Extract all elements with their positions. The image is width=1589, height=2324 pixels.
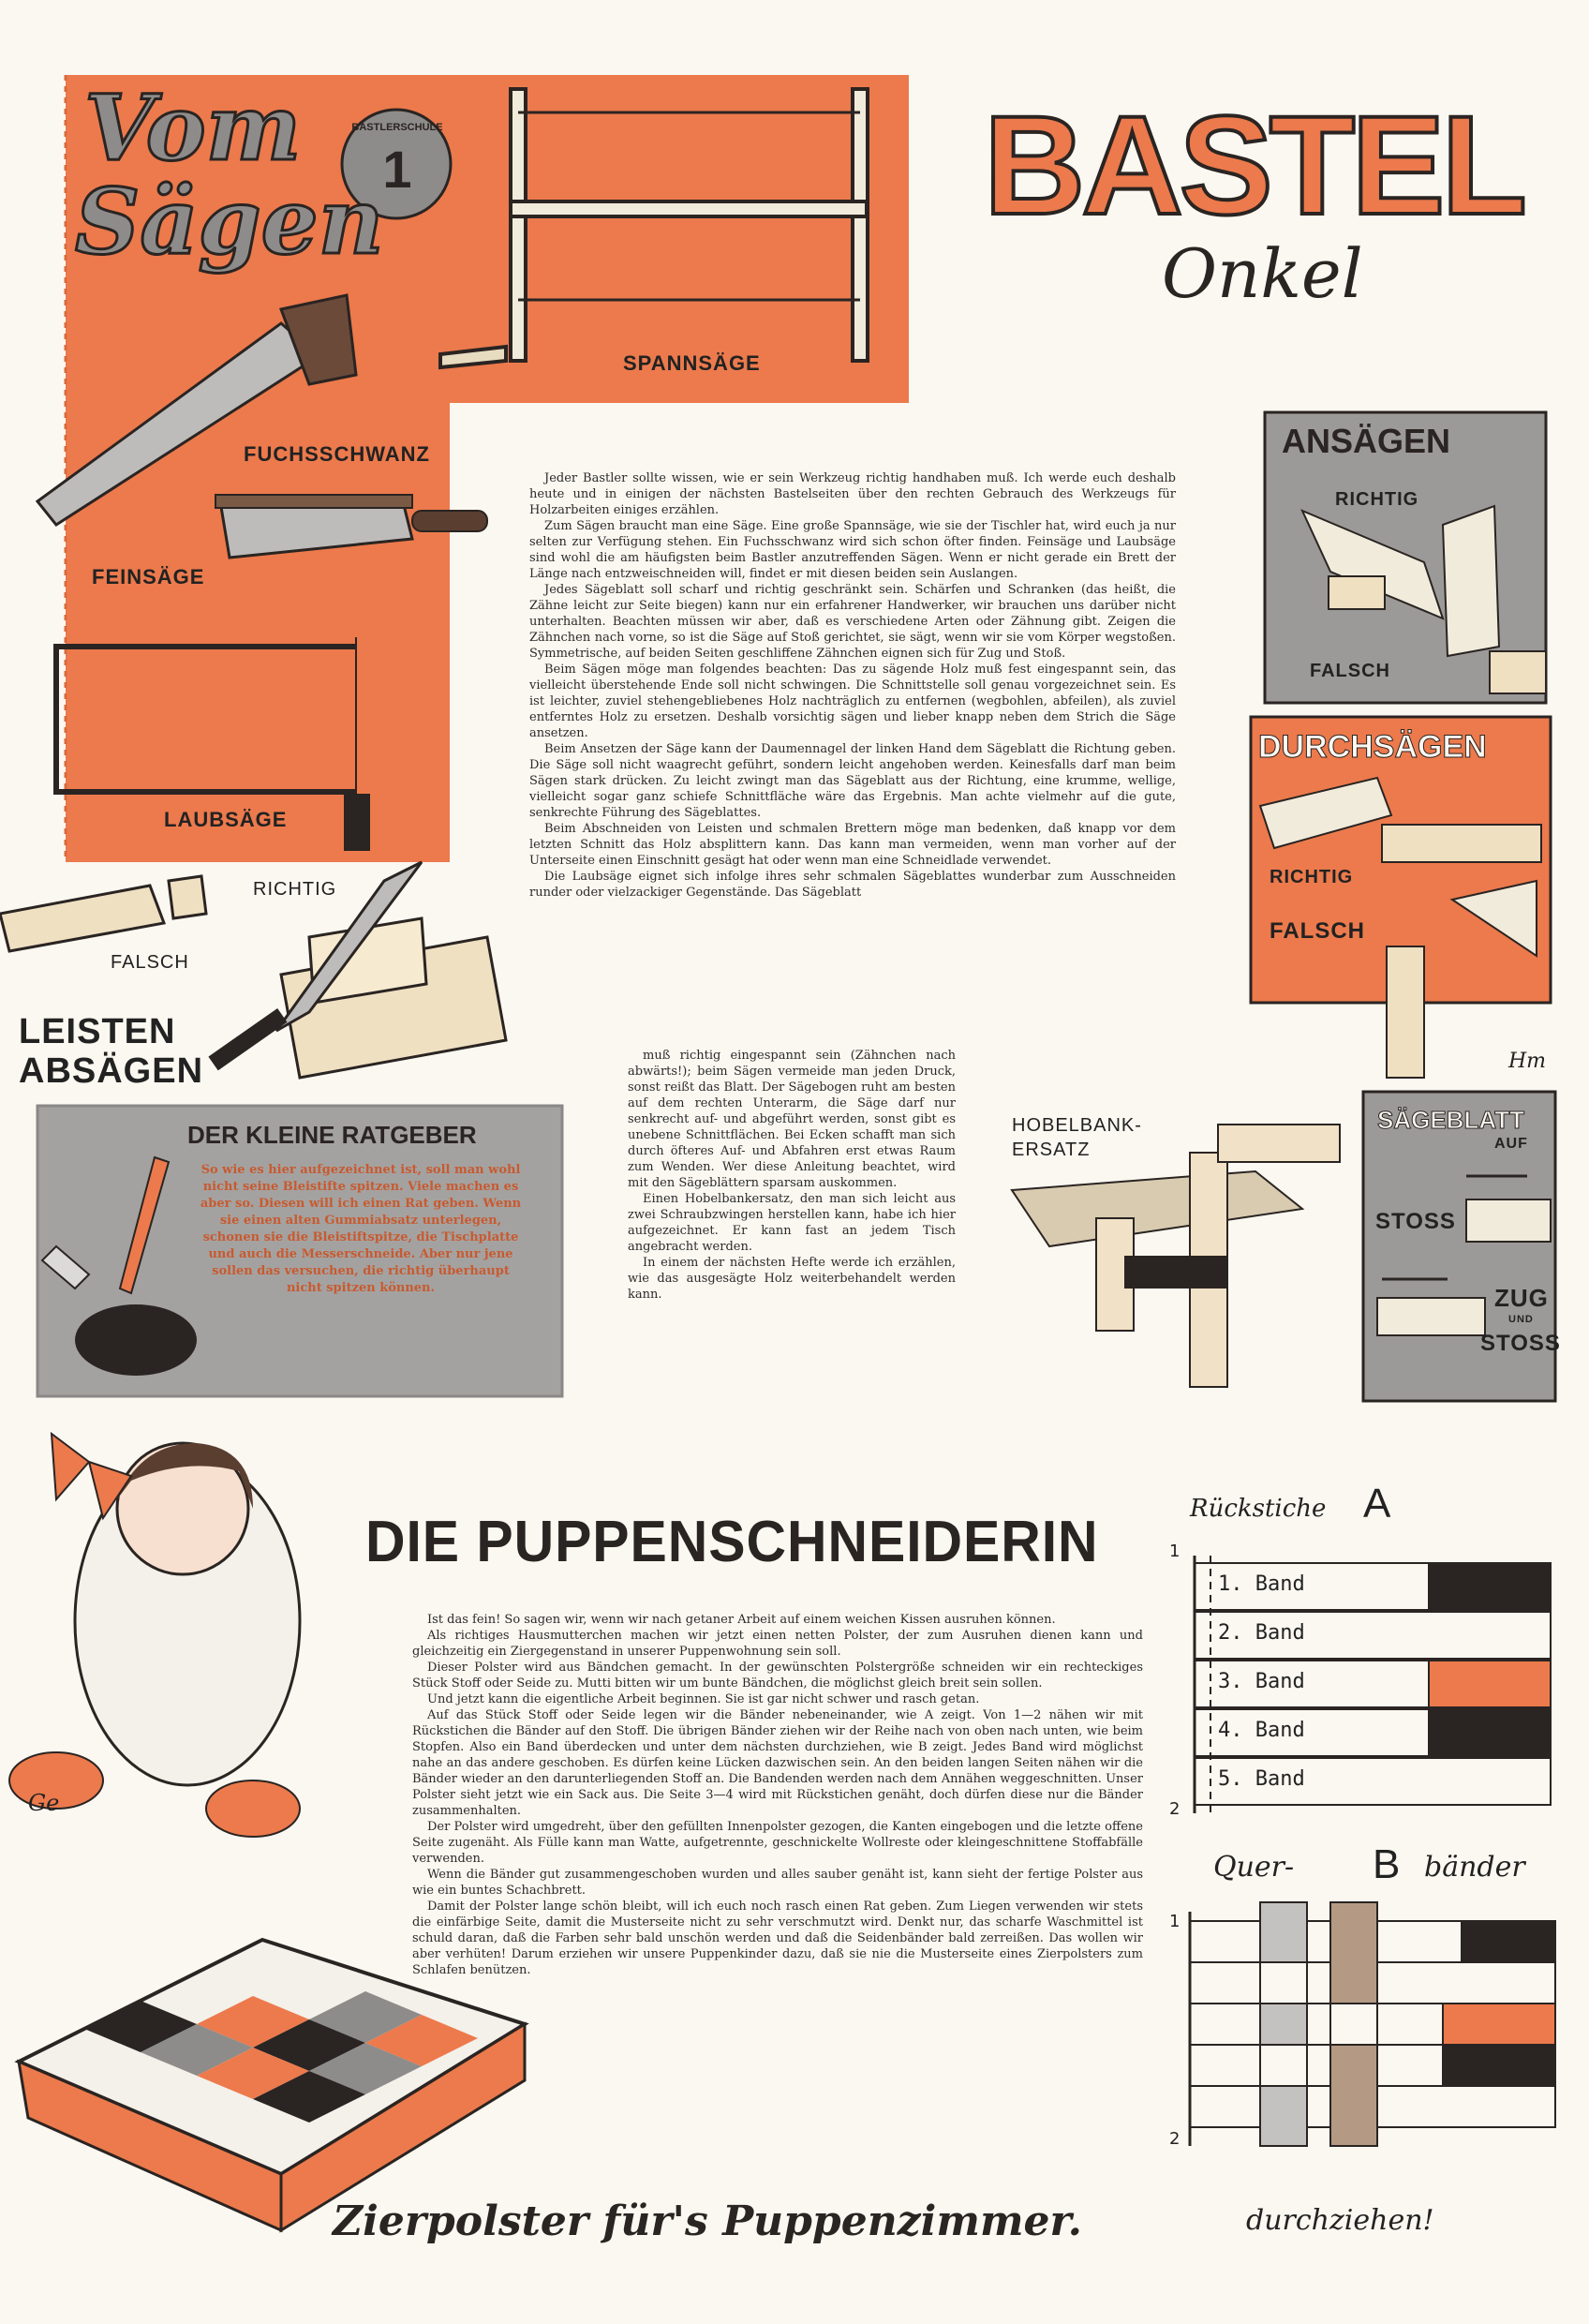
- para: Einen Hobelbankersatz, den man sich leicht aus zwei Schraubzwingen herstellen kann, habe ich hier aufgezeichnet. Er kann fast an jedem Tisch angebracht werden.: [628, 1192, 956, 1254]
- saegeblatt-stoss-2: STOSS: [1480, 1331, 1561, 1356]
- ratgeber-title: DER KLEINE RATGEBER: [187, 1121, 477, 1149]
- hobelbank-label-1: HOBELBANK-: [1012, 1115, 1142, 1136]
- label-laubsaege: LAUBSÄGE: [164, 808, 288, 831]
- ansaegen-falsch: FALSCH: [1310, 661, 1390, 681]
- para: Zum Sägen braucht man eine Säge. Eine große Spannsäge, wie sie der Tischler hat, wird euch ja nur selten zur Verfügung stehen. Ein Fuchsschwanz wird sich schon öfter finden. Feinsäge und Laubsäge sind wohl die am häufigsten beim Bastler anzutreffenden Sägen. Wenn er nicht gerade ein Brett der Länge nach entzweischneiden will, findet er mit diesen beiden sein Auslangen.: [529, 519, 1176, 581]
- title-vom: Vom: [84, 75, 302, 181]
- title-saegen: Sägen: [75, 169, 384, 275]
- durchsaegen-richtig: RICHTIG: [1270, 867, 1354, 887]
- label-leisten-falsch: FALSCH: [111, 952, 189, 973]
- diagram-a-title: Rückstiche: [1190, 1495, 1327, 1523]
- hobelbank-label-2: ERSATZ: [1012, 1140, 1091, 1160]
- saegeblatt-und: UND: [1508, 1314, 1534, 1325]
- para: Jeder Bastler sollte wissen, wie er sein Werkzeug richtig handhaben muß. Ich werde euch deshalb heute und in einigen der nächsten Bastelseiten über den rechten Gebrauch des Werkzeugs für Holzarbeiten einiges erzählen.: [529, 471, 1176, 517]
- onkel-logo: Onkel: [1162, 234, 1363, 313]
- diagram-a-mark-bottom: 2: [1169, 1799, 1181, 1819]
- hobelbank-illustration: [1012, 1125, 1340, 1387]
- para: Auf das Stück Stoff oder Seide legen wir die Bänder nebeneinander, wie A zeigt. Von 1—2 nähen wir mit Rückstichen die Bänder auf den Stoff. Die übrigen Bänder ziehen wir der Reihe nach von oben nach unten, wie beim Stopfen. Also ein Band überdecken und unter dem nächsten durchziehen, wie B zeigt. Jedes Band wird möglichst nahe an das andere geschoben. Es dürfen keine Lücken dazwischen sein. An den beiden langen Seiten nähen wir die Bänder wieder an den darunterliegenden Stoff an. Die Bandenden werden nach dem Annähen weggeschnitten. Unser Polster sieht jetzt wie ein Sack aus. Die Seite 3—4 wird mit Rückstichen genäht, doch dürfen diese nur die Bänder zusammenhalten.: [412, 1708, 1143, 1818]
- leisten-falsch-illustration: [0, 876, 206, 951]
- band-label-5: 5. Band: [1218, 1767, 1305, 1791]
- band-label-1: 1. Band: [1218, 1572, 1305, 1596]
- diagram-a-mark-top: 1: [1169, 1542, 1181, 1561]
- diagram-b-title-right: bänder: [1424, 1851, 1525, 1884]
- para: Beim Abschneiden von Leisten und schmalen Brettern möge man bedenken, daß knapp vor dem letzten Schnitt das Holz absplittern kann. Das kann man vermeiden, wenn man vorher auf der Unterseite einen Einschnitt gesägt hat oder wenn man eine Schneidlade verwendet.: [529, 822, 1176, 868]
- para: Als richtiges Hausmutterchen machen wir jetzt einen netten Polster, der zum Ausruhen dienen kann und gleichzeitig ein Ziergegenstand in unserer Puppenwohnung sein soll.: [412, 1629, 1143, 1659]
- para: Die Laubsäge eignet sich infolge ihres sehr schmalen Sägeblattes wunderbar zum Ausschneiden runder oder vielzackiger Gegenstände. Das Sägeblatt: [529, 870, 1176, 900]
- leisten-title-1: LEISTEN: [19, 1012, 176, 1051]
- article-puppen-body: [412, 1612, 1143, 1978]
- diagram-b-letter: B: [1373, 1841, 1401, 1887]
- badge-text: BASTLERSCHULE: [351, 122, 443, 133]
- label-spannsaege: SPANNSÄGE: [623, 351, 761, 375]
- label-feinsaege: FEINSÄGE: [92, 565, 205, 588]
- band-label-2: 2. Band: [1218, 1621, 1305, 1645]
- para: Wenn die Bänder gut zusammengeschoben wurden und alles sauber genäht ist, kann sieht der fertige Polster aus wie ein buntes Schachbrett.: [412, 1868, 1143, 1898]
- para: Ist das fein! So sagen wir, wenn wir nach getaner Arbeit auf einem weichen Kissen ausruhen können.: [427, 1613, 1056, 1627]
- para: In einem der nächsten Hefte werde ich erzählen, wie das ausgesägte Holz weiterbehandelt werden kann.: [628, 1256, 956, 1302]
- para: Dieser Polster wird aus Bändchen gemacht. In der gewünschten Polstergröße schneiden wir ein rechteckiges Stück Stoff oder Seide zu. Mutti bitten wir um bunte Bändchen, die möglichst gleich breit sein sollen.: [412, 1661, 1143, 1691]
- saegeblatt-stoss: STOSS: [1375, 1209, 1456, 1234]
- puppenschneiderin-title: DIE PUPPENSCHNEIDERIN: [365, 1510, 1099, 1574]
- bastel-logo: BASTEL: [984, 86, 1523, 244]
- diagram-b-caption: durchziehen!: [1246, 2204, 1434, 2237]
- leisten-title-2: ABSÄGEN: [19, 1051, 204, 1091]
- diagram-b-mark-top: 1: [1169, 1912, 1181, 1931]
- saegeblatt-auf: AUF: [1494, 1136, 1528, 1152]
- para: Jedes Sägeblatt soll scharf und richtig geschränkt sein. Schärfen und Schranken (das heißt, die Zähne leicht zur Seite biegen) kann nur ein erfahrener Handwerker, wir brauchen uns darüber nicht unterhalten. Beachten müssen wir aber, daß es verschiedene Arten oder Zähnung gibt. Zeigen die Zähnchen nach vorne, so ist die Säge auf Stoß gerichtet, sie sägt, wenn wir sie vom Körper wegstoßen. Symmetrische, auf beiden Seiten geschliffene Zähnchen eignen sich für Zug und Stoß.: [529, 583, 1176, 661]
- para: Damit der Polster lange schön bleibt, will ich euch noch rasch einen Rat geben. Zum Liegen verwenden wir stets die einfärbige Seite, damit die Musterseite nicht zu sehr verschmutzt wird. Denkt nur, das scharfe Waschmittel ist schuld daran, daß die Farben sehr bald unschön werden und daß die Seidenbänder bald zerreißen. Das wollen wir aber verhüten! Darum erziehen wir unsere Puppenkinder dazu, daß sie nie die Musterseite eines Zierpolsters zum Schlafen benützen.: [412, 1899, 1143, 1977]
- article-saegen-narrow: [628, 1048, 956, 1303]
- saegeblatt-title: SÄGEBLATT: [1377, 1106, 1524, 1134]
- diagram-b-title-left: Quer-: [1213, 1851, 1295, 1884]
- doll-illustration: [9, 1434, 300, 1837]
- diagram-b-weave: [1190, 1902, 1555, 2146]
- article-saegen-body: [529, 470, 1176, 901]
- ansaegen-title: ANSÄGEN: [1282, 422, 1451, 460]
- para: muß richtig eingespannt sein (Zähnchen nach abwärts!); beim Sägen vermeide man jeden Druck, sonst reißt das Blatt. Der Sägebogen ruht am besten auf dem rechten Unterarm, die Säge darf nur senkrecht auf- und abgeführt werden, sonst gibt es unebene Schnittflächen. Bei Ecken schafft man sich durch öfteres Auf- und Abfahren erst etwas Raum zum Wenden. Wer diese Anleitung beachtet, wird mit den Sägeblättern sparsam auskommen.: [628, 1049, 956, 1190]
- badge-number: 1: [382, 140, 412, 199]
- doll-artist-signature: Ge: [28, 1790, 60, 1816]
- label-leisten-richtig: RICHTIG: [253, 879, 337, 900]
- diagram-a-letter: A: [1363, 1481, 1391, 1527]
- durchsaegen-falsch: FALSCH: [1270, 918, 1365, 944]
- para: Beim Sägen möge man folgendes beachten: Das zu sägende Holz muß fest eingespannt sein, das vielleicht überstehende Ende soll nicht schwingen. Die Schnittstelle soll genau vorgezeichnet sein. Es ist leichter, zuviel stehengebliebenes Holz nachträglich zu entfernen (wegbohlen, abfeilen), als zuviel entferntes Holz zu ersetzen. Deshalb vorsichtig sägen und lieber knapp neben dem Strich die Säge ansetzen.: [529, 663, 1176, 740]
- para: Und jetzt kann die eigentliche Arbeit beginnen. Sie ist gar nicht schwer und rasch getan.: [427, 1692, 980, 1706]
- label-fuchsschwanz: FUCHSSCHWANZ: [244, 442, 430, 466]
- band-label-3: 3. Band: [1218, 1670, 1305, 1693]
- durchsaegen-title: DURCHSÄGEN: [1258, 729, 1487, 765]
- saegeblatt-zug: ZUG: [1494, 1284, 1549, 1312]
- artist-signature: Hm: [1508, 1050, 1547, 1073]
- ratgeber-text: So wie es hier aufgezeichnet ist, soll man wohl nicht seine Bleistifte spitzen. Viele machen es aber so. Diesen will ich einen Rat geben. Wenn sie einen alten Gummiabsatz unterlegen, schonen sie die Bleistiftspitze, die Tischplatte und auch die Messerschneide. Aber nur jene sollen das versuchen, die richtig überhaupt nicht spitzen können.: [200, 1163, 522, 1295]
- cushion-illustration: [19, 1940, 525, 2230]
- diagram-b-mark-bottom: 2: [1169, 2129, 1181, 2149]
- para: Der Polster wird umgedreht, über den gefüllten Innenpolster gezogen, die Kanten eingebogen und die letzte offene Seite zugenäht. Als Fülle kann man Watte, aufgetrennte, geschnickelte Wollreste oder kleingeschnittene Stoffabfälle verwenden.: [412, 1820, 1143, 1866]
- ansaegen-richtig: RICHTIG: [1335, 489, 1419, 510]
- band-label-4: 4. Band: [1218, 1719, 1305, 1742]
- bottom-caption: Zierpolster für's Puppenzimmer.: [333, 2197, 1082, 2245]
- para: Beim Ansetzen der Säge kann der Daumennagel der linken Hand dem Sägeblatt die Richtung geben. Die Säge soll nicht waagrecht geführt, sondern leicht angehoben werden. Keinesfalls darf man beim Sägen stark drücken. Zu leicht zwingt man das Sägeblatt aus der Richtung, eine krumme, wellige, vielleicht sogar ganz schiefe Schnittfläche wäre das Ergebnis. Man achte vielmehr auf die gute, senkrechte Führung des Sägeblattes.: [529, 742, 1176, 820]
